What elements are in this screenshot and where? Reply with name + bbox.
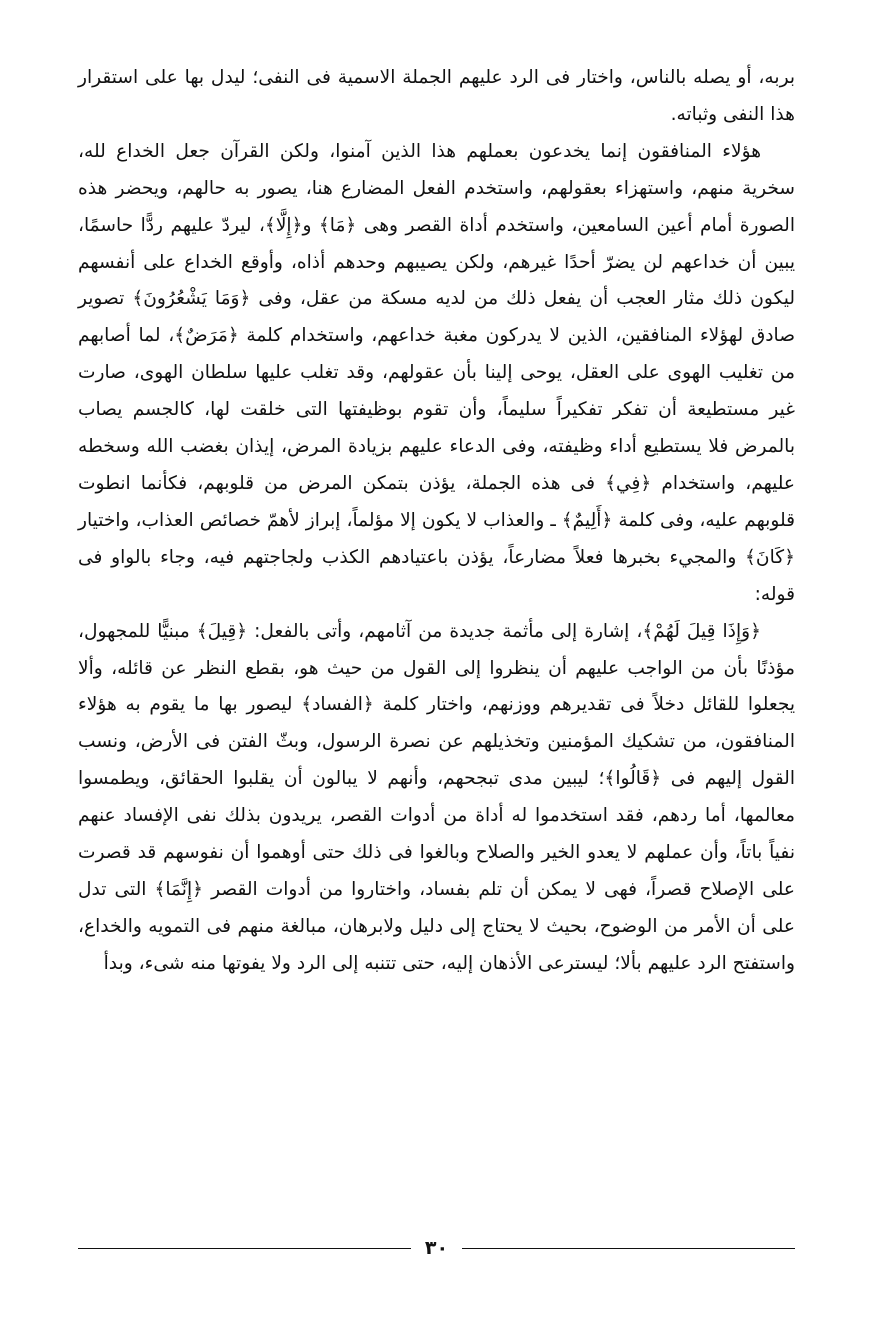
- paragraph-hypocrites-deception: هؤلاء المنافقون إنما يخدعون بعملهم هذا الذين آمنوا، ولكن القرآن جعل الخداع لله، سخرية منهم، واستهزاء بعقولهم، واستخدم الفعل المضارع هنا، يصور به حالهم، ويحضر هذه الصورة أمام أعين السامعين، واستخدم أداة القصر وهى ﴿مَا﴾ و﴿إِلَّا﴾، ليردّ عليهم ردًّا حاسمًا، يبين أن خداعهم لن يضرّ أحدًا غيرهم، ولكن يصيبهم وحدهم أذاه، وأوقع الخداع على أنفسهم ليكون ذلك مثار العجب أن يفعل ذلك من لديه مسكة من عقل، وفى ﴿وَمَا يَشْعُرُونَ﴾ تصوير صادق لهؤلاء المنافقين، الذين لا يدركون مغبة خداعهم، واستخدام كلمة ﴿مَرَضٌ﴾، لما أصابهم من تغليب الهوى على العقل، يوحى إلينا بأن عقولهم، وقد تغلب عليها سلطان الهوى، صارت غير مستطيعة أن تفكر تفكيراً سليماً، وأن تقوم بوظيفتها التى خلقت لها، كالجسم يصاب بالمرض فلا يستطيع أداء وظيفته، وفى الدعاء عليهم بزيادة المرض، إيذان بغضب الله وسخطه عليهم، واستخدام ﴿فِي﴾ فى هذه الجملة، يؤذن بتمكن المرض من قلوبهم، فكأنما انطوت قلوبهم عليه، وفى كلمة ﴿أَلِيمٌ﴾ ـ والعذاب لا يكون إلا مؤلماً، إبراز لأهمّ خصائص العذاب، واختيار ﴿كَانَ﴾ والمجيء بخبرها فعلاً مضارعاً، يؤذن باعتيادهم الكذب ولجاجتهم فيه، وجاء بالواو فى قوله:: [78, 140, 795, 605]
- body-text: [78, 60, 795, 1230]
- paragraph-when-it-is-said: ﴿وَإِذَا قِيلَ لَهُمْ﴾، إشارة إلى مأثمة جديدة من آثامهم، وأتى بالفعل: ﴿قِيلَ﴾ مبنيًّا للمجهول، مؤذنًا بأن من الواجب عليهم أن ينظروا إلى القول من حيث هو، بقطع النظر عن قائله، وألا يجعلوا للقائل دخلاً فى تقديرهم ووزنهم، واختار كلمة ﴿الفساد﴾ ليصور بها ما يقوم به هؤلاء المنافقون، من تشكيك المؤمنين وتخذيلهم عن نصرة الرسول، وبثّ الفتن فى الأرض، ونسب القول إليهم فى ﴿قَالُوا﴾؛ ليبين مدى تبجحهم، وأنهم لا يبالون أن يقلبوا الحقائق، ويطمسوا معالمها، أما ردهم، فقد استخدموا له أداة من أدوات القصر، يريدون بذلك نفى الإفساد عنهم نفياً باتاً، وأن عملهم لا يعدو الخير والصلاح وبالغوا فى ذلك حتى أوهموا أن نفوسهم قد قصرت على الإصلاح قصراً، فهى لا يمكن أن تلم بفساد، واختاروا من أدوات القصر ﴿إِنَّمَا﴾ التى تدل على أن الأمر من الوضوح، بحيث لا يحتاج إلى دليل ولابرهان، مبالغة منهم فى التمويه والخداع، واستفتح الرد عليهم بألا؛ ليسترعى الأذهان إليه، حتى تتنبه إلى الرد ولا يفوتها منه شىء، وبدأ: [78, 620, 795, 974]
- page-number: ٣٠: [424, 1237, 449, 1259]
- page-footer: [78, 1236, 795, 1260]
- paragraph-continuation: بربه، أو يصله بالناس، واختار فى الرد عليهم الجملة الاسمية فى النفى؛ ليدل بها على استقرار هذا النفى وثباته.: [78, 67, 795, 125]
- footer-rule-left: [78, 1248, 411, 1249]
- footer-rule-right: [462, 1248, 795, 1249]
